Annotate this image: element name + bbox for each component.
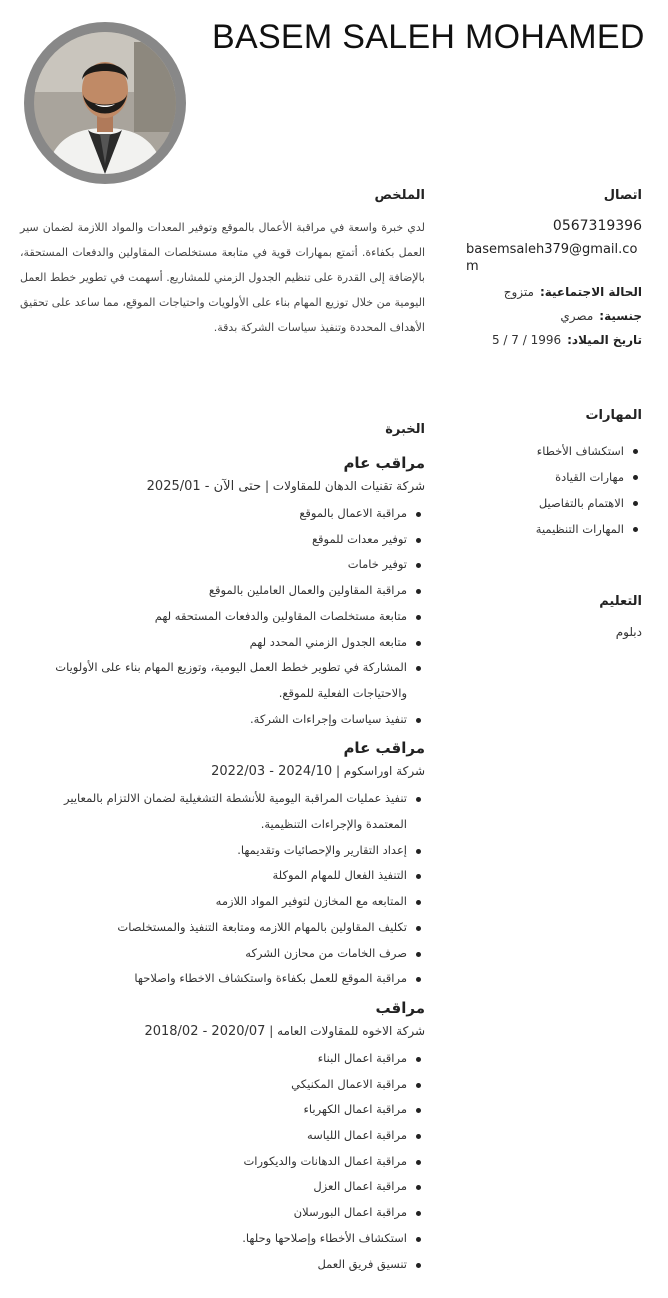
list-item: المشاركة في تطوير خطط العمل اليومية، وتوزيع المهام بناء على الأولويات والاحتياجات الفعلية للموقع. (20, 655, 425, 706)
list-item: توفير خامات (20, 552, 425, 578)
list-item: التنفيذ الفعال للمهام الموكلة (20, 863, 425, 889)
job-duties (20, 786, 425, 992)
phone-number[interactable]: 0567319396 (552, 218, 642, 234)
list-item: تنسيق فريق العمل (20, 1252, 425, 1278)
skills-title: المهارات (585, 408, 642, 423)
list-item: مراقبة الاعمال المكنيكي (20, 1072, 425, 1098)
job-entry (20, 736, 425, 992)
nationality-value: مصري (560, 309, 594, 323)
job-title: مراقب عام (343, 739, 425, 758)
list-item: تنفيذ سياسات وإجراءات الشركة. (20, 707, 425, 733)
experience-title: الخبرة (385, 422, 425, 437)
nationality-label: جنسية: (599, 309, 642, 323)
list-item: مهارات القيادة (466, 464, 642, 490)
summary-title: الملخص (374, 188, 425, 203)
job-company-dates (20, 760, 425, 783)
birth-date (466, 328, 642, 352)
skills-list (466, 438, 642, 542)
job-company: شركة اوراسكوم | (335, 764, 425, 779)
job-entry (20, 451, 425, 732)
list-item: استكشاف الأخطاء (466, 438, 642, 464)
email-address[interactable]: basemsaleh379@gmail.co m (466, 242, 638, 274)
birth-label: تاريخ الميلاد: (567, 333, 642, 347)
job-dates: 2022/03 - 2024/10 (211, 764, 333, 780)
education-item: دبلوم (615, 625, 642, 639)
list-item: استكشاف الأخطاء وإصلاحها وحلها. (20, 1226, 425, 1252)
job-dates: 2018/02 - 2020/07 (144, 1023, 266, 1039)
list-item: تكليف المقاولين بالمهام اللازمه ومتابعة التنفيذ والمستخلصات (20, 915, 425, 941)
list-item: تنفيذ عمليات المراقبة اليومية للأنشطة التشغيلية لضمان الالتزام بالمعايير المعتمدة والإجراءات التنظيمية. (20, 786, 425, 837)
marital-status (466, 280, 642, 304)
job-duties (20, 501, 425, 732)
job-title: مراقب (375, 998, 425, 1017)
list-item: مراقبة اعمال البورسلان (20, 1200, 425, 1226)
job-company-dates (20, 1020, 425, 1043)
nationality (466, 304, 642, 328)
job-dates: 2025/01 - حتى الآن (146, 479, 262, 494)
list-item: مراقبة اعمال الدهانات والديكورات (20, 1149, 425, 1175)
list-item: متابعه الجدول الزمني المحدد لهم (20, 630, 425, 656)
job-company: شركة الاخوه للمقاولات العامه | (269, 1023, 425, 1038)
list-item: مراقبة الاعمال بالموقع (20, 501, 425, 527)
list-item: مراقبة اعمال البناء (20, 1046, 425, 1072)
birth-value: 5 / 7 / 1996 (491, 333, 562, 347)
summary-text: لدي خبرة واسعة في مراقبة الأعمال بالموقع وتوفير المعدات والمواد اللازمة لضمان سير العمل بكفاءة. أتمتع بمهارات قوية في متابعة مستخلصات المقاولين والدفعات المستحقة، بالإضافة إلى القدرة على تنظيم الجدول الزمني للمشاريع. أسهمت في تطوير خطط العمل اليومية من خلال توزيع المهام بناء على الأولويات واحتياجات الموقع، مما ساعد على تحقيق الأهداف المحددة وتنفيذ سياسات الشركة بدقة. (20, 221, 425, 334)
list-item: المتابعه مع المخازن لتوفير المواد اللازمه (20, 889, 425, 915)
list-item: مراقبة اعمال اللياسه (20, 1123, 425, 1149)
list-item: مراقبة اعمال الكهرباء (20, 1097, 425, 1123)
job-entry (20, 996, 425, 1277)
education-title: التعليم (599, 594, 642, 609)
list-item: المهارات التنظيمية (466, 516, 642, 542)
list-item: متابعة مستخلصات المقاولين والدفعات المستحقه لهم (20, 604, 425, 630)
marital-value: متزوج (503, 285, 534, 299)
candidate-name: BASEM SALEH MOHAMED (212, 18, 645, 56)
avatar (24, 22, 186, 184)
list-item: صرف الخامات من محازن الشركه (20, 941, 425, 967)
list-item: الاهتمام بالتفاصيل (466, 490, 642, 516)
job-company: شركة تقنيات الدهان للمقاولات | (264, 479, 425, 493)
job-company-dates (20, 475, 425, 498)
contact-title: اتصال (603, 188, 642, 203)
job-title: مراقب عام (343, 454, 425, 472)
list-item: مراقبة المقاولين والعمال العاملين بالموقع (20, 578, 425, 604)
job-duties (20, 1046, 425, 1277)
marital-label: الحالة الاجتماعية: (539, 285, 642, 299)
list-item: مراقبة اعمال العزل (20, 1174, 425, 1200)
list-item: توفير معدات للموقع (20, 527, 425, 553)
list-item: إعداد التقارير والإحصائيات وتقديمها. (20, 838, 425, 864)
profile-photo (34, 32, 176, 174)
list-item: مراقبة الموقع للعمل بكفاءة واستكشاف الاخطاء واصلاحها (20, 966, 425, 992)
